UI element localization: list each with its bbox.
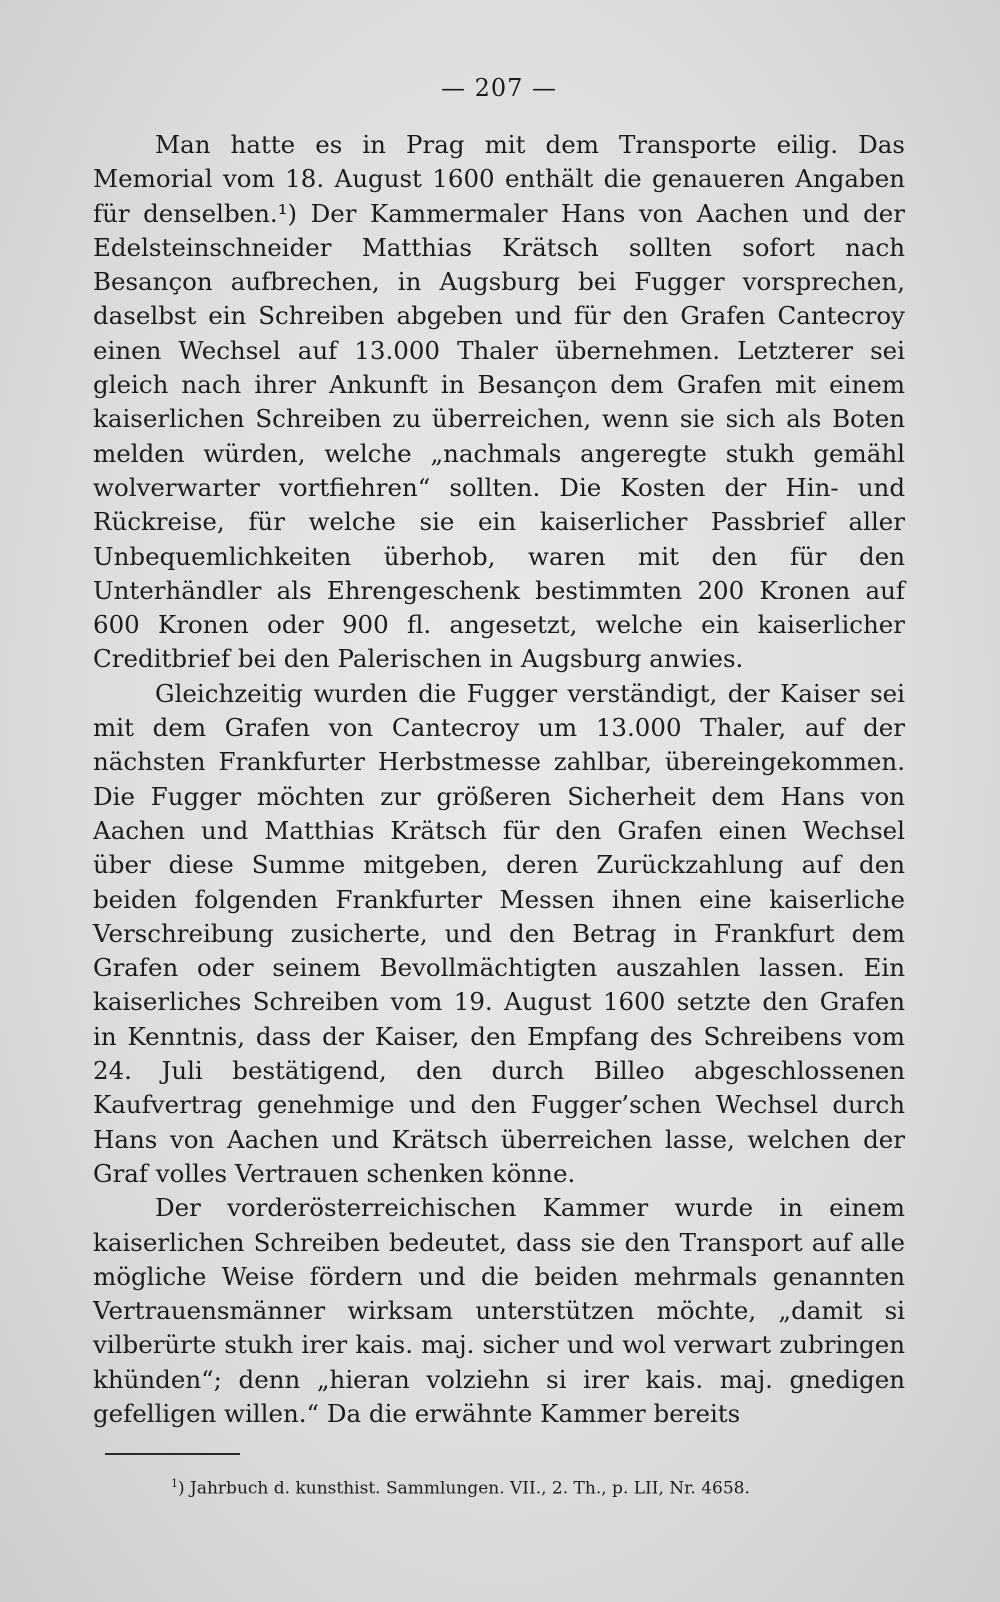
paragraph-1: Man hatte es in Prag mit dem Transporte eilig. Das Memorial vom 18. August 1600 enthält die genaueren Angaben für denselben.¹) Der Kammermaler Hans von Aachen und der Edelsteinschneider Matthias Krätsch sollten sofort nach Besançon aufbrechen, in Augsburg bei Fugger vorsprechen, daselbst ein Schreiben abgeben und für den Grafen Cantecroy einen Wechsel auf 13.000 Thaler übernehmen. Letzterer sei gleich nach ihrer Ankunft in Besançon dem Grafen mit einem kaiserlichen Schreiben zu überreichen, wenn sie sich als Boten melden würden, welche „nachmals angeregte stukh gemähl wolverwarter vortfiehren“ sollten. Die Kosten der Hin- und Rückreise, für welche sie ein kaiserlicher Passbrief aller Unbequemlichkeiten überhob, waren mit den für den Unterhändler als Ehrengeschenk bestimmten 200 Kronen auf 600 Kronen oder 900 fl. angesetzt, welche ein kaiserlicher Creditbrief bei den Palerischen in Augsburg anwies. <box>93 130 905 674</box>
footnote-marker: 1 <box>171 1477 178 1491</box>
footnote-divider <box>105 1453 240 1455</box>
paragraph-3: Der vorderösterreichischen Kammer wurde in einem kaiserlichen Schreiben bedeutet, dass sie den Transport auf alle mögliche Weise fördern und die beiden mehrmals genannten Vertrauensmänner wirksam unterstützen möchte, „damit si vilberürte stukh irer kais. maj. sicher und wol verwart zubringen khünden“; denn „hieran volziehn si irer kais. maj. gnedigen gefelligen willen.“ Da die erwähnte Kammer bereits <box>93 1193 905 1428</box>
page-number: — 207 — <box>440 74 558 102</box>
footnote-text: ) Jahrbuch d. kunsthist. Sammlungen. VII., 2. Th., p. LII, Nr. 4658. <box>178 1478 750 1499</box>
body-text <box>93 128 905 1431</box>
paragraph-2: Gleichzeitig wurden die Fugger verständigt, der Kaiser sei mit dem Grafen von Cantecroy um 13.000 Thaler, auf der nächsten Frankfurter Herbstmesse zahlbar, übereingekommen. Die Fugger möchten zur größeren Sicherheit dem Hans von Aachen und Matthias Krätsch für den Grafen einen Wechsel über diese Summe mitgeben, deren Zurückzahlung auf den beiden folgenden Frankfurter Messen ihnen eine kaiserliche Verschreibung zusicherte, und den Betrag in Frankfurt dem Grafen oder seinem Bevollmächtigten auszahlen lassen. Ein kaiserliches Schreiben vom 19. August 1600 setzte den Grafen in Kenntnis, dass der Kaiser, den Empfang des Schreibens vom 24. Juli bestätigend, den durch Billeo abgeschlossenen Kaufvertrag genehmige und den Fugger’schen Wechsel durch Hans von Aachen und Krätsch überreichen lasse, welchen der Graf volles Vertrauen schenken könne. <box>93 678 905 1188</box>
footnote <box>171 1471 905 1502</box>
